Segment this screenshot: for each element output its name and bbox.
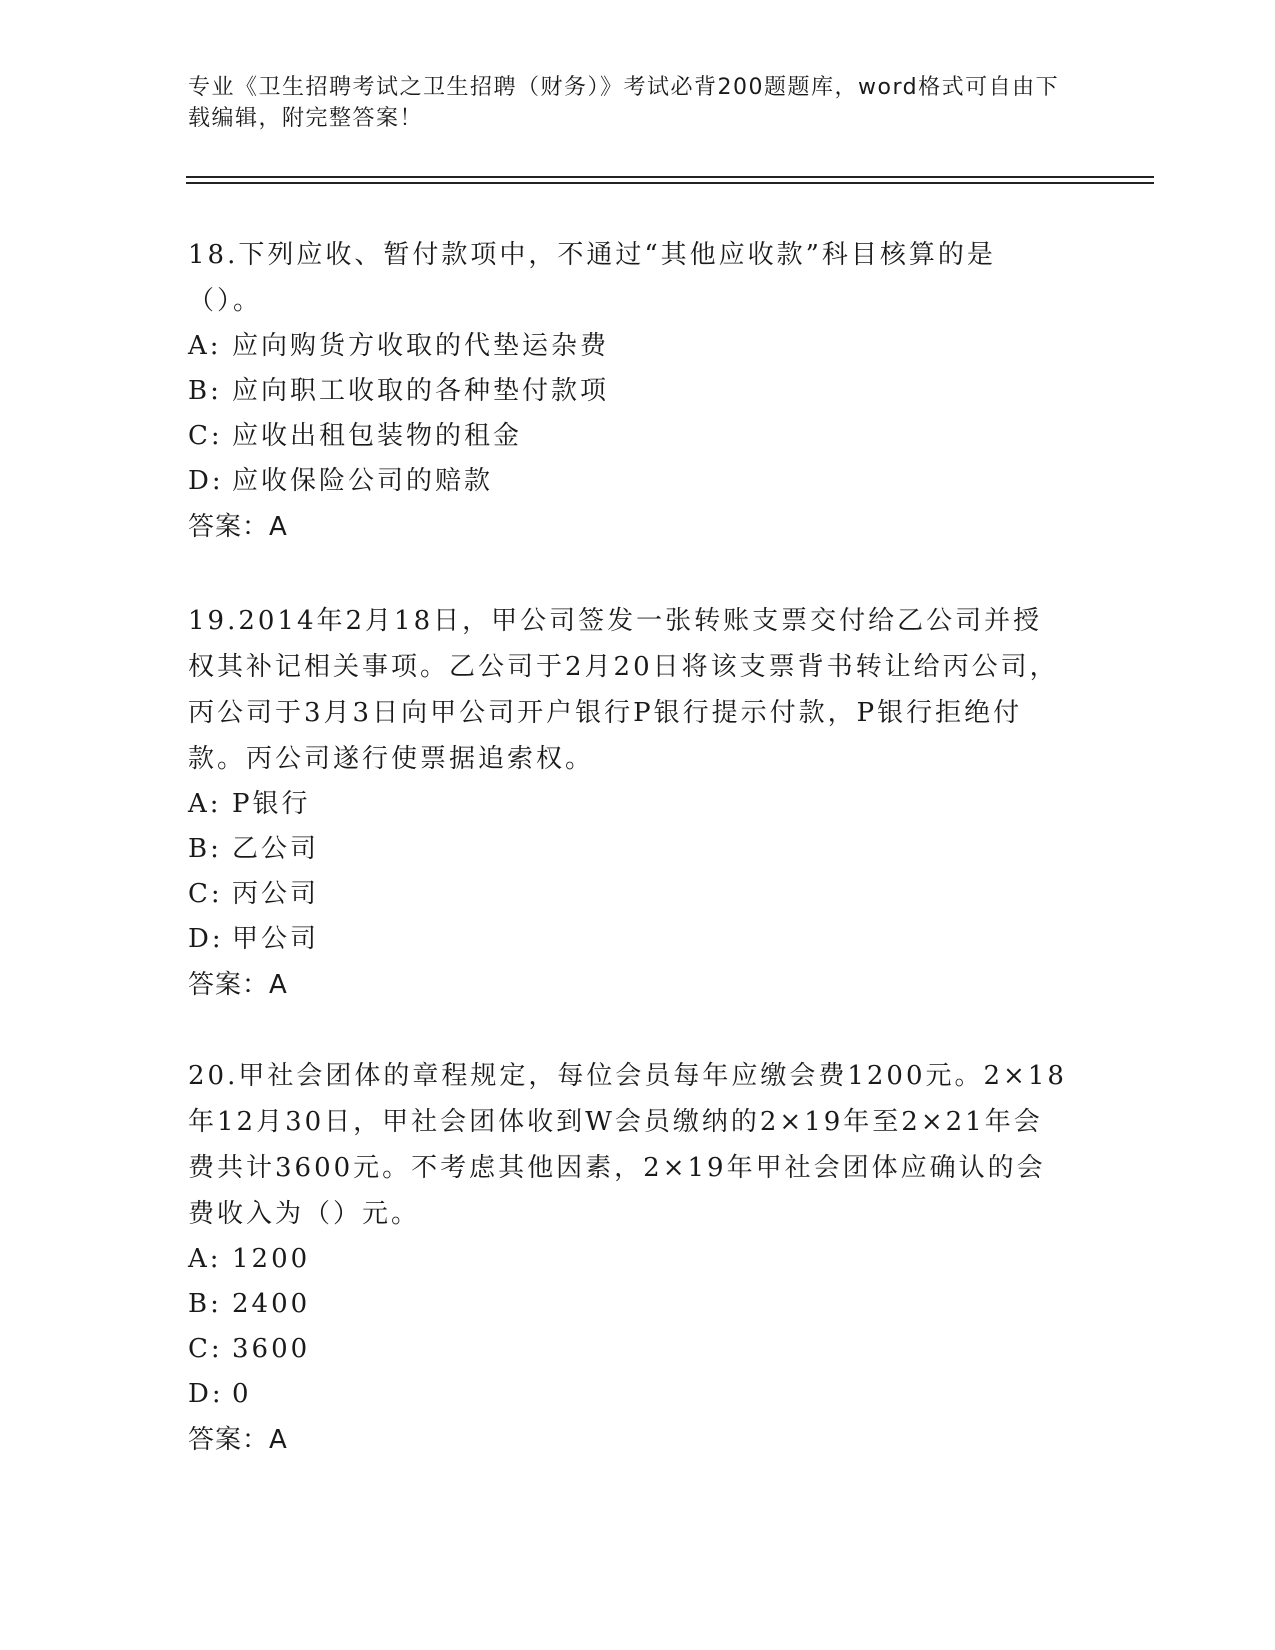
answer: 答案：A xyxy=(188,1425,288,1455)
option-c xyxy=(188,872,1068,917)
question-19 xyxy=(188,598,1068,1008)
option-label: C: xyxy=(188,1334,223,1364)
option-d xyxy=(188,917,1068,962)
option-text: 2400 xyxy=(232,1289,311,1319)
option-label: A: xyxy=(188,1244,222,1274)
option-a xyxy=(188,782,1068,827)
option-d xyxy=(188,459,1068,504)
option-text: 应向职工收取的各种垫付款项 xyxy=(232,376,610,406)
option-label: B: xyxy=(188,1289,222,1319)
answer: 答案：A xyxy=(188,512,288,542)
option-text: 应收保险公司的赔款 xyxy=(232,466,494,496)
document-header xyxy=(188,72,1068,134)
option-text: P银行 xyxy=(232,789,311,819)
option-text: 3600 xyxy=(232,1334,311,1364)
option-label: C: xyxy=(188,421,223,451)
option-label: A: xyxy=(188,331,222,361)
option-b xyxy=(188,827,1068,872)
option-label: B: xyxy=(188,376,222,406)
option-label: D: xyxy=(188,924,224,954)
header-divider-bottom xyxy=(186,182,1154,184)
option-label: D: xyxy=(188,466,224,496)
option-text: 1200 xyxy=(232,1244,311,1274)
answer: 答案：A xyxy=(188,970,288,1000)
option-text: 应向购货方收取的代垫运杂费 xyxy=(232,331,610,361)
header-divider-top xyxy=(186,176,1154,178)
option-b xyxy=(188,369,1068,414)
option-label: B: xyxy=(188,834,222,864)
option-text: 甲公司 xyxy=(232,924,320,954)
option-text: 0 xyxy=(232,1379,252,1409)
option-label: D: xyxy=(188,1379,224,1409)
option-d xyxy=(188,1372,1068,1417)
option-a xyxy=(188,1237,1068,1282)
question-20 xyxy=(188,1053,1068,1463)
option-label: A: xyxy=(188,789,222,819)
question-text: 19.2014年2月18日，甲公司签发一张转账支票交付给乙公司并授权其补记相关事项。乙公司于2月20日将该支票背书转让给丙公司，丙公司于3月3日向甲公司开户银行P银行提示付款，P银行拒绝付款。丙公司遂行使票据追索权。 xyxy=(188,606,1059,774)
option-label: C: xyxy=(188,879,223,909)
question-text: 18.下列应收、暂付款项中，不通过“其他应收款”科目核算的是（）。 xyxy=(188,240,996,316)
header-text: 专业《卫生招聘考试之卫生招聘（财务）》考试必背200题题库，word格式可自由下载编辑，附完整答案！ xyxy=(188,75,1060,131)
question-18 xyxy=(188,232,1068,550)
option-a xyxy=(188,324,1068,369)
option-c xyxy=(188,1327,1068,1372)
option-text: 应收出租包装物的租金 xyxy=(232,421,523,451)
option-b xyxy=(188,1282,1068,1327)
question-text: 20.甲社会团体的章程规定，每位会员每年应缴会费1200元。2×18年12月30日，甲社会团体收到W会员缴纳的2×19年至2×21年会费共计3600元。不考虑其他因素，2×19年甲社会团体应确认的会费收入为（）元。 xyxy=(188,1061,1067,1229)
option-c xyxy=(188,414,1068,459)
option-text: 乙公司 xyxy=(232,834,320,864)
option-text: 丙公司 xyxy=(232,879,320,909)
